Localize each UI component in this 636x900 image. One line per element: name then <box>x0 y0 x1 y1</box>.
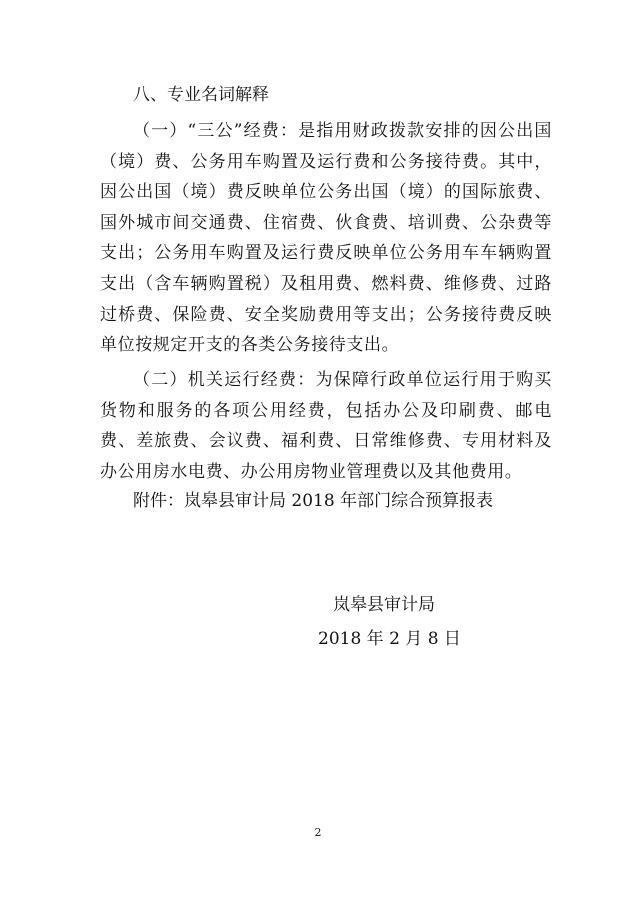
section-heading: 八、专业名词解释 <box>133 85 269 105</box>
document-date: 2018 年 2 月 8 日 <box>318 629 461 649</box>
signer-organization: 岚皋县审计局 <box>333 595 435 615</box>
paragraph-three-public-expenses: （一）“三公”经费：是指用财政拨款安排的因公出国（境）费、公务用车购置及运行费和公务接待费。其中，因公出国（境）费反映单位公务出国（境）的国际旅费、国外城市间交通费、住宿费、伙食费、培训费、公杂费等支出；公务用车购置及运行费反映单位公务用车车辆购置支出（含车辆购置税）及租用费、燃料费、维修费、过路过桥费、保险费、安全奖励费用等支出；公务接待费反映单位按规定开支的各类公务接待支出。 <box>100 121 552 356</box>
page-number: 2 <box>314 826 322 839</box>
paragraph-operating-expenses: （二）机关运行经费：为保障行政单位运行用于购买货物和服务的各项公用经费，包括办公及印刷费、邮电费、差旅费、会议费、福利费、日常维修费、专用材料及办公用房水电费、办公用房物业管理费以及其他费用。 <box>100 370 552 482</box>
attachment-note: 附件：岚皋县审计局 2018 年部门综合预算报表 <box>133 491 494 511</box>
